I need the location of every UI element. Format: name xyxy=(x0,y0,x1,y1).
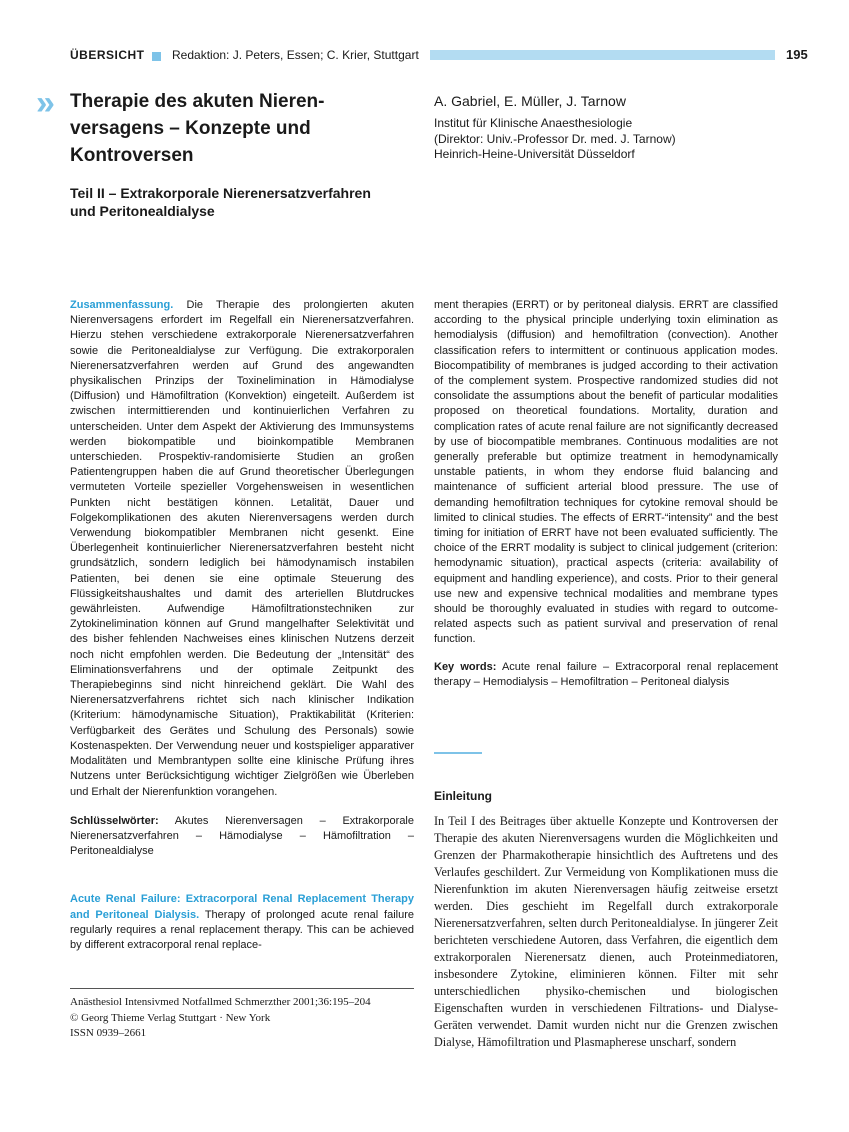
abstract-english-start xyxy=(70,892,414,953)
section-label: ÜBERSICHT xyxy=(70,48,145,62)
abstract-german-text: Die Therapie des prolongierten akuten Nierenversagens erfordert im Regelfall ein Nierenersatzverfahren. Hierzu stehen verschiedene extrakorporale Nierenersatzverfahren sowie die Peritonealdialyse zur Verfügung. Die extrakorporalen Nierenersatzverfahren werden auf Grund des angewandten physikalischen Prinzips der Toxinelimination in Hämodialyse (Diffusion) und Hämofiltration (Konvektion) eingeteilt. Außerdem ist zwischen intermittierenden und kontinuierlichen Verfahren zu unterscheiden. Unter dem Aspekt der Aktivierung des Immunsystems werden biokompatible und bioinkompatible Membranen unterschieden. Prospektiv-randomisierte Studien an großen Patientengruppen haben die auf Grund theoretischer Überlegungen vermuteten Vorteile spezieller Vorgehensweisen in wesentlichen Punkten nicht bestätigen können. Letalität, Dauer und Folgekomplikationen des akuten Nierenversagens werden durch Verwendung biokompatibler Membranen nicht gesenkt. Eine Überlegenheit kontinuierlicher Nierenersatzverfahren besteht nicht grundsätzlich, sondern lediglich bei hämodynamisch instabilen Patienten, bei denen sie eine optimale Steuerung des Flüssigkeitshaushaltes und damit des arteriellen Blutdruckes gewährleisten. Aufwendige Hämofiltrationstechniken zur Zytokinelimination können auf Grund mangelhafter Selektivität und des bisher fehlenden Nachweises eines klinischen Nutzens derzeit noch nicht empfohlen werden. Die Bedeutung der „Intensität“ des Eliminationsverfahrens und der optimale Zeitpunkt des Therapiebeginns sind nicht hinreichend geklärt. Die Wahl des Nierenersatzverfahrens richtet sich nach klinischer Indikation (Kriterium: hämodynamische Situation), Praktikabilität (Kriterien: Verfügbarkeit des Gerätes und Schulung des Personals) sowie Kostenaspekten. Der Verwendung neuer und kostspieliger apparativer Modalitäten und Membrantypen sollte eine klinische Prüfung ihres Nutzens unter Berücksichtigung wichtiger Zielgrößen wie Überleben und Erhalt der Nierenfunktion vorangehen. xyxy=(70,299,414,798)
article-title xyxy=(70,88,400,169)
header-decorative-bar xyxy=(430,50,775,60)
keywords-english xyxy=(434,660,778,690)
introduction-text: In Teil I des Beitrages über aktuelle Konzepte und Kontroversen der Therapie des akuten Nierenversagens wurden die Möglichkeiten und Grenzen der Pharmakotherapie hinsichtlich des Auftretens und des Verlaufes geschildert. Zur Vermeidung von Komplikationen muss die Nierenfunktion im akuten Nierenversagen häufig zeitweise ersetzt werden. Dies geschieht im Regelfall durch extrakorporale Nierenersatzverfahren, selten durch Peritonealdialyse. In jüngerer Zeit berichteten verschiedene Autoren, dass Verfahren, die eigentlich dem extrakorporalen Nierenersatz dienen, auch Proteinmediatoren, insbesondere Zytokine, eliminieren können. Filter mit sehr unterschiedlichen physiko-chemischen und biologischen Eigenschaften wurden in verschiedenen Filtrations- und Dialyse-Geräten verwendet. Damit wurden nicht nur die Grenzen zwischen Dialyse, Hämofiltration und Plasmapherese unscharf, sondern xyxy=(434,814,778,1049)
issn-line: ISSN 0939–2661 xyxy=(70,1027,147,1039)
title-line: versagens – Konzepte und xyxy=(70,118,311,139)
footer-rule xyxy=(70,988,414,989)
publisher-line: © Georg Thieme Verlag Stuttgart · New York xyxy=(70,1011,271,1024)
abstract-english-heading: Acute Renal Failure: Extracorporal Renal Replacement Therapy and Peritoneal Dialysis. xyxy=(70,893,414,921)
title-line: Therapie des akuten Nieren- xyxy=(70,91,325,112)
keywords-german xyxy=(70,814,414,860)
keywords-english-text: Acute renal failure – Extracorporal renal replacement therapy – Hemodialysis – Hemofiltration – Peritoneal dialysis xyxy=(434,660,778,688)
title-line: Kontroversen xyxy=(70,145,194,166)
right-column xyxy=(434,298,778,690)
abstract-english-text-part2: ment therapies (ERRT) or by peritoneal dialysis. ERRT are classified according to the physical principle underlying toxin elimination as hemodialysis (diffusion) and hemofiltration (convection). Another classification refers to intermittent or continuous application modes. Biocompatibility of membranes is judged according to their activation of the complement system. Prospective randomized studies did not consolidate the assumptions about the benefit of particular modalities proposed on theoretical foundations. Mortality, duration and complication rates of acute renal failure are not significantly decreased by use of biocompatible membranes. Continuous modalities are not generally preferable but optimize treatment in hemodynamically unstable patients, in whom they endorse fluid balancing and maintenance of sufficient arterial blood pressure. The use of demanding hemofiltration techniques for cytokine removal should be limited to clinical studies. The effects of ERRT-“intensity” and the best timing for initiation of ERRT have not been evaluated sufficiently. The choice of the ERRT modality is subject to clinical judgement (criterion: hemodynamic situation), practical aspects (criteria: availability of equipment and handling experience), and costs. Prior to their general use new and expensive technical modalities and membrane types should be thoroughly evaluated in studies with regard to outcome-related aspects such as patient survival and preservation of renal function. xyxy=(434,299,778,646)
citation-line: Anästhesiol Intensivmed Notfallmed Schmerzther 2001;36:195–204 xyxy=(70,996,371,1008)
keywords-english-label: Key words: xyxy=(434,660,497,673)
section-marker-square xyxy=(152,52,161,61)
keywords-german-label: Schlüsselwörter: xyxy=(70,814,159,827)
affiliation-line: Heinrich-Heine-Universität Düsseldorf xyxy=(434,147,635,161)
affiliation-line: (Direktor: Univ.-Professor Dr. med. J. Tarnow) xyxy=(434,131,676,146)
authors: A. Gabriel, E. Müller, J. Tarnow xyxy=(434,93,626,109)
abstract-german xyxy=(70,298,414,800)
subtitle-line: und Peritonealdialyse xyxy=(70,203,215,219)
introduction-heading: Einleitung xyxy=(434,789,492,803)
keywords-german-text: Akutes Nierenversagen – Extrakorporale Nierenersatzverfahren – Hämodialyse – Hämofiltration – Peritonealdialyse xyxy=(70,814,414,858)
section-divider xyxy=(434,752,482,754)
abstract-english-text-part1: Therapy of prolonged acute renal failure regularly requires a renal replacement therapy. This can be achieved by different extracorporal renal replace- xyxy=(70,908,414,951)
quote-mark-icon: » xyxy=(36,84,55,122)
subtitle-line: Teil II – Extrakorporale Nierenersatzverfahren xyxy=(70,185,371,201)
abstract-german-heading: Zusammenfassung. xyxy=(70,299,174,311)
left-column xyxy=(70,298,414,953)
article-subtitle xyxy=(70,184,410,220)
citation-footer xyxy=(70,995,414,1042)
page-number: 195 xyxy=(786,47,808,62)
affiliation-line: Institut für Klinische Anaesthesiologie xyxy=(434,116,633,130)
affiliation xyxy=(434,116,676,163)
editors-line: Redaktion: J. Peters, Essen; C. Krier, Stuttgart xyxy=(172,48,419,62)
